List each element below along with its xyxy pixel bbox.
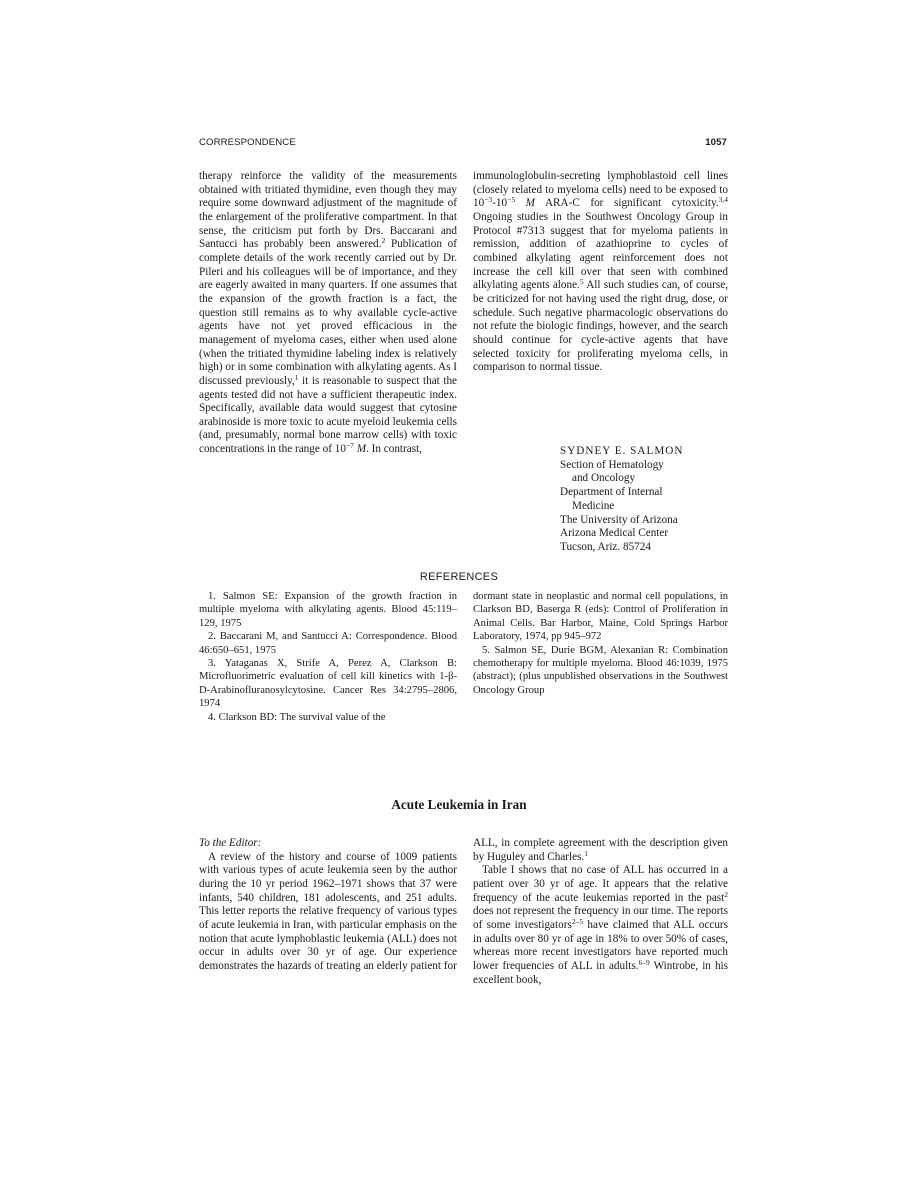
section-label: CORRESPONDENCE bbox=[199, 137, 296, 148]
references-left-column: 1. Salmon SE: Expansion of the growth fraction in multiple myeloma with alkylating agents. Blood 45:119–129, 1975 2. Baccarani M, and Santucci A: Correspondence. Blood 46:650–651, 1975 3. Yataganas X, Strife A, Perez A, Clarkson B: Microfluorimetric evaluation of cell kill kinetics with 1-β-D-Arabinofluranosylcytosine. Cancer Res 34:2795–2806, 1974 4. Clarkson BD: The survival value of the bbox=[199, 591, 457, 723]
letter1-right-column: immunologlobulin-secreting lymphoblastoid cell lines (closely related to myeloma cells) need to be exposed to $10^{-3}-10^{-5}$ M ARA-C for significant cytoxicity.$^{3,4}$ Ongoing studies in the Southwest Oncology Group in Protocol #7313 suggest that for myeloma patients in remission, addition of azathioprine to cycles of combined alkylating agent reinforcement does not increase the cell kill over that seen with combined alkylating agents alone.$^5$ All such studies can, of course, be criticized for not having used the right drug, dose, or schedule. Such negative pharmacologic observations do not refute the biologic findings, however, and the search should continue for cycle-active agents that have selected toxicity for proliferating myeloma cells, in comparison to normal tissue. bbox=[473, 170, 728, 374]
author-name: SYDNEY E. SALMON bbox=[560, 445, 684, 457]
affiliation-line: Arizona Medical Center bbox=[560, 527, 669, 540]
letter2-right-column: ALL, in complete agreement with the description given by Huguley and Charles.$^1$ Table I shows that no case of ALL has occurred in a patient over 30 yr of age. It appears that the relative frequency of the acute leukemias reported in the past$^2$ does not represent the frequency in our time. The reports of some investigators$^{2-5}$ have claimed that ALL occurs in adults over 80 yr of age in 18% to over 50% of cases, whereas more recent investigators have reported much lower frequencies of ALL in adults.$^{6-9}$ Wintrobe, in his excellent book, bbox=[473, 837, 729, 986]
affiliation-line: The University of Arizona bbox=[560, 513, 678, 526]
affiliation-line: and Oncology bbox=[572, 472, 636, 485]
affiliation-line: Section of Hematology bbox=[560, 458, 664, 471]
references-right-column: dormant state in neoplastic and normal cell populations, in Clarkson BD, Baserga R (eds): Control of Proliferation in Animal Cells. Bar Harbor, Maine, Cold Springs Harbor Laboratory, 1974, pp 945–972 5. Salmon SE, Durie BGM, Alexanian R: Combination chemotherapy for multiple myeloma. Blood 46:1039, 1975 (abstract); (plus unpublished observations in the Southwest Oncology Group bbox=[473, 591, 728, 696]
letter1-left-column: therapy reinforce the validity of the measurements obtained with tritiated thymidine, even though they may require some downward adjustment of the magnitude of the enlargement of the proliferative compartment. In that sense, the criticism put forth by Drs. Baccarani and Santucci has probably been answered.$^2$ Publication of complete details of the work recently carried out by Dr. Pileri and his colleagues will be of importance, and they are eagerly awaited in many quarters. If one assumes that the expansion of the growth fraction is a fact, the question still remains as to why available cycle-active agents have not yet proved efficacious in the management of myeloma cases, either when used alone (when the tritiated thymidine labeling index is relatively high) or in some combination with alkylating agents. As I discussed previously,$^1$ it is reasonable to suspect that the agents tested did not have a sufficient therapeutic index. Specifically, available data would suggest that cytosine arabinoside is more toxic to acute myeloid leukemia cells (and, presumably, normal bone marrow cells) with toxic concentrations in the range of $10^{-7}$ M. In contrast, bbox=[199, 170, 457, 456]
letter2-left-text: A review of the history and course of 1009 patients with various types of acute leukemia seen by the author during the 10 yr period 1962–1971 shows that 37 were infants, 540 children, 181 adolescents, and 251 adults. This letter reports the relative frequency of various types of acute leukemia in Iran, with particular emphasis on the notion that acute lymphoblastic leukemia (ALL) does not occur in adults over 30 yr of age. Our experience demonstrates the hazards of treating an elderly patient for bbox=[199, 850, 457, 972]
affiliation-line: Tucson, Ariz. 85724 bbox=[560, 540, 651, 553]
affiliation-line: Medicine bbox=[572, 499, 615, 512]
affiliation-line: Department of Internal bbox=[560, 486, 663, 499]
salutation: To the Editor: bbox=[199, 837, 262, 849]
author-signature bbox=[560, 445, 683, 555]
article-title: Acute Leukemia in Iran bbox=[391, 797, 527, 812]
running-head bbox=[199, 137, 727, 151]
references-heading: REFERENCES bbox=[419, 571, 499, 583]
letter2-left-column bbox=[199, 837, 457, 974]
page-number: 1057 bbox=[705, 137, 727, 148]
